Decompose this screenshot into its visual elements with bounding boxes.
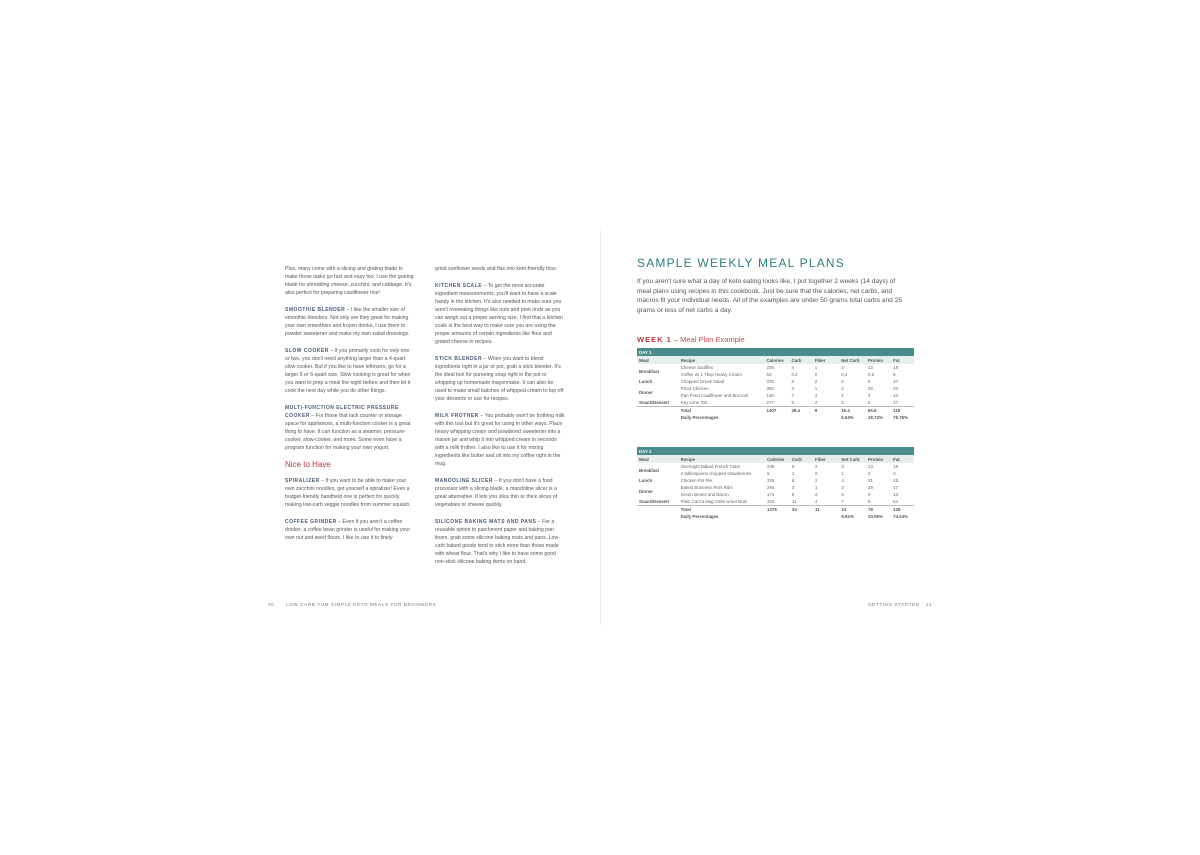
cell-meal: Breakfast — [639, 467, 660, 473]
week-heading: WEEK 1 – Meal Plan Example — [637, 335, 745, 344]
cell-protein: 29 — [868, 485, 873, 490]
table-row — [637, 378, 914, 385]
table-row — [637, 477, 914, 484]
subheading-nice-to-have: Nice to Have — [285, 460, 331, 469]
total-fat: 128 — [891, 506, 914, 514]
table-row — [637, 470, 914, 477]
column-header-row — [637, 455, 914, 463]
table-row — [637, 491, 914, 498]
column-header: Net Carb — [839, 455, 866, 463]
column-header: Calories — [765, 356, 790, 364]
cell-fat: 37 — [893, 379, 899, 384]
item-smoothie-blender: SMOOTHIE BLENDER – I like the smaller size of smoothie blenders. Not only are they great for making your own smoothies and frozen drinks, I use them to powder sweetener and make my own salad dressings. — [285, 307, 410, 337]
table-row — [637, 392, 914, 399]
meal-plan-table-day-2 — [637, 447, 914, 520]
cell-recipe: Overnight Baked French Toast — [680, 464, 740, 469]
total-net: 23 — [839, 506, 866, 514]
cell-net: 0.4 — [841, 372, 848, 377]
right-footer-page-number: 21 — [926, 602, 933, 607]
cell-cal: 6 — [767, 471, 770, 476]
cell-recipe: Chopped Greek Salad — [680, 379, 725, 384]
total-cal: 1376 — [765, 506, 790, 514]
day-header-row — [637, 348, 914, 356]
cell-protein: 0 — [868, 471, 871, 476]
cell-fat: 20 — [893, 386, 899, 391]
pct-label: Daily Percentages — [680, 514, 719, 519]
column-header: Carb — [789, 356, 812, 364]
cell-meal: Breakfast — [639, 368, 660, 374]
pct-net: 5.53% — [841, 415, 854, 420]
column-header: Meal — [637, 455, 679, 463]
cell-net: 2 — [841, 485, 844, 490]
cell-net: 7 — [841, 499, 844, 504]
item-silicone-baking: SILICONE BAKING MATS AND PANS – For a reusable option to parchment paper and baking pan liners, grab some silicone baking mats and pans. Low-carb baked goods tend to stick more than those made with wheat flour. That's why I like to have some good non-stick silicone baking items on hand. — [435, 519, 560, 565]
cell-fiber: 2 — [815, 492, 818, 497]
pct-fat: 74.04% — [893, 514, 909, 519]
right-footer-section: GETTING STARTED — [868, 602, 920, 607]
cell-net: 4 — [841, 393, 844, 398]
column-header: Fat — [891, 455, 914, 463]
total-net: 19.4 — [839, 407, 866, 415]
cell-fat: 18 — [893, 365, 899, 370]
column-header: Fiber — [813, 356, 840, 364]
cell-carb: 0.4 — [791, 372, 798, 377]
cell-meal: Snack/Dessert — [639, 400, 670, 405]
table-row — [637, 484, 914, 491]
cell-protein: 21 — [868, 478, 873, 483]
cell-carb: 6 — [791, 478, 795, 483]
item-coffee-grinder: COFFEE GRINDER – Even if you aren't a coffee drinker, a coffee bean grinder is useful for making your own nut and seed flours. I like to use it to finely — [285, 519, 411, 541]
cell-protein: 9 — [868, 499, 871, 504]
cell-net: 6 — [841, 379, 844, 384]
day-label: DAY 1 — [637, 348, 914, 356]
pct-protein: 18.72% — [867, 415, 883, 420]
pct-protein: 20.05% — [868, 514, 883, 519]
total-label: Total — [679, 506, 765, 514]
column-header: Carb — [790, 455, 813, 463]
cell-fiber: 3 — [814, 393, 818, 398]
cell-carb: 11 — [791, 499, 797, 504]
total-fiber: 11 — [813, 506, 839, 514]
cell-carb: 8 — [791, 379, 794, 384]
pct-fat: 75.75% — [893, 415, 909, 420]
cell-cal: 229 — [766, 365, 774, 370]
cell-fat: 10 — [893, 393, 899, 398]
cell-recipe: Pan Fried Cauliflower and Broccoli — [680, 393, 749, 398]
cell-fiber: 1 — [814, 386, 818, 391]
cell-protein: 6 — [867, 400, 871, 405]
column-header: Meal — [637, 356, 679, 364]
cell-carb: 4 — [791, 365, 794, 370]
total-row — [637, 407, 914, 415]
cell-recipe: Green Beans and Bacon — [680, 492, 729, 497]
cell-net: 4 — [841, 400, 844, 405]
cell-meal: Dinner — [639, 488, 653, 494]
total-cal: 1407 — [765, 407, 790, 415]
left-footer-page-number: 20 — [268, 602, 275, 607]
total-carb: 34 — [790, 506, 813, 514]
column-header: Fat — [891, 356, 914, 364]
cell-carb: 3 — [791, 386, 794, 391]
cell-carb: 3 — [791, 485, 795, 490]
cell-fiber: 0 — [815, 471, 818, 476]
table-row — [637, 399, 914, 407]
cell-meal: Lunch — [639, 478, 653, 483]
item-pressure-cooker: MULTI-FUNCTION ELECTRIC PRESSURE COOKER – For those that lack counter or storage space for appliances, a multi-function cooker is a great thing to have. It can function as a steamer, pressure-cooker, slow-cooker, and more. Some even have a program function for making your own yogurt. — [285, 405, 411, 451]
cell-protein: 0.6 — [867, 372, 875, 377]
left-column-2 — [435, 265, 565, 575]
cell-net: 6 — [841, 492, 844, 497]
paragraph: Plus, many come with a slicing and grating blade to make those tasks go fast and easy too. I use the grating blade for shredding cheese, zucchini, and cabbage. It's also perfect for preparing cauliflower rice! — [285, 266, 414, 296]
cell-fat: 27 — [893, 400, 899, 405]
cell-recipe: Key Lime Tart — [680, 400, 708, 405]
cell-fiber: 4 — [815, 499, 818, 504]
cell-net: 3 — [841, 464, 844, 469]
cell-cal: 53 — [766, 372, 772, 377]
cell-recipe: Chicken Pot Pie — [680, 478, 712, 483]
left-column-1 — [285, 265, 415, 551]
cell-protein: 3 — [867, 393, 871, 398]
cell-cal: 294 — [767, 485, 775, 490]
day-header-row — [637, 447, 914, 455]
total-protein: 65.6 — [866, 407, 891, 415]
cell-protein: 13 — [867, 365, 873, 370]
cell-carb: 8 — [791, 492, 795, 497]
cell-cal: 375 — [766, 379, 774, 384]
cell-fat: 13 — [893, 492, 899, 497]
cell-fiber: 1 — [814, 365, 818, 370]
daily-percentages-row — [637, 414, 914, 421]
table-row — [637, 498, 914, 506]
total-carb: 28.4 — [789, 407, 812, 415]
table-row — [637, 385, 914, 392]
cell-cal: 120 — [766, 393, 774, 398]
total-fat: 118 — [891, 407, 914, 415]
cell-net: 4 — [841, 478, 844, 483]
cell-fiber: 2 — [815, 478, 818, 483]
cell-fiber: 0 — [814, 372, 818, 377]
total-row — [637, 506, 914, 514]
daily-percentages-row — [637, 513, 914, 520]
cell-fat: 25 — [893, 478, 899, 483]
item-milk-frother: MILK FROTHER – You probably won't be frothing milk with this tool but it's great for using in other ways. Place heavy whipping cream and powdered sweetener into a mason jar and whip it into whipped cream in seconds with a milk frother. I also like to use it for mixing ingredients like butter and oil into my coffee right in the mug. — [435, 413, 565, 467]
cell-recipe: Cheese Soufflés — [680, 365, 713, 370]
cell-fiber: 1 — [815, 485, 818, 490]
cell-carb: 5 — [791, 464, 795, 469]
column-header: Protein — [866, 356, 891, 364]
cell-net: 1 — [841, 471, 844, 476]
cell-fiber: 2 — [814, 400, 818, 405]
item-slow-cooker: SLOW COOKER – If you primarily cook for only one or two, you don't need anything larger than a 4-quart slow cooker. But if you like to have leftovers, go for a larger 5 or 6-quart size. Slow cooking is great for when you want to prep a meal the night before and then let it cook the next day while you do other things. — [285, 348, 411, 394]
column-header: Protein — [866, 455, 891, 463]
cell-recipe: Pizza Chicken — [680, 386, 709, 391]
cell-fat: 0 — [893, 471, 896, 476]
cell-cal: 172 — [767, 492, 775, 497]
cell-carb: 7 — [791, 393, 794, 398]
cell-protein: 38 — [867, 386, 873, 391]
item-kitchen-scale: KITCHEN SCALE – To get the most accurate ingredient measurements, you'll want to have a scale handy in the kitchen. It's also needed to make sure you aren't overeating things like nuts and pork rinds as you can weigh out a proper serving size. I find that a kitchen scale is the best way to make sure you are using the proper amounts of certain ingredients like flour and grated cheese in recipes. — [435, 283, 564, 345]
cell-meal: Lunch — [639, 379, 653, 384]
cell-meal: Snack/Dessert — [639, 499, 670, 504]
cell-cal: 277 — [766, 400, 774, 405]
cell-recipe: Baked Boneless Pork Ribs — [680, 485, 733, 490]
intro-paragraph: If you aren't sure what a day of keto eating looks like, I put together 2 weeks (14 days) of meal plans using recipes in this cookbook. Just be sure that the calories, net carbs, and macros fit your individual needs. All of the examples are under 50 grams total carbs and 25 grams or less of net carbs a day. — [637, 278, 902, 315]
total-label: Total — [679, 407, 765, 415]
cell-cal: 353 — [766, 386, 774, 391]
cell-carb: 1 — [791, 471, 795, 476]
cell-protein: 6 — [868, 492, 871, 497]
cell-cal: 334 — [767, 499, 775, 504]
meal-plan-table-day-1 — [637, 348, 914, 421]
column-header: Recipe — [679, 356, 765, 364]
cell-meal: Dinner — [639, 389, 653, 395]
cell-fat: 19 — [893, 464, 899, 469]
item-mandoline-slicer: MANDOLINE SLICER – If you don't have a food processor with a slicing blade, a mandoline slicer is a great alternative. It lets you slice thin or thick slices of vegetables or cheese quickly. — [435, 478, 558, 508]
day-label: DAY 2 — [637, 447, 914, 455]
cell-recipe: 2 tablespoons chopped strawberries — [680, 471, 752, 476]
table-row — [637, 371, 914, 378]
cell-fiber: 2 — [815, 464, 818, 469]
cell-fat: 6 — [893, 372, 896, 377]
column-header: Net Carb — [839, 356, 866, 364]
column-header: Fiber — [813, 455, 839, 463]
cell-fiber: 2 — [814, 379, 818, 384]
cell-protein: 13 — [868, 464, 873, 469]
table-row — [637, 463, 914, 470]
left-footer-book-title: LOW CARB YUM SIMPLE KETO MEALS FOR BEGINNERS — [286, 602, 437, 607]
table-row — [637, 364, 914, 371]
cell-recipe: Plain Carrot Mug Cake w/out Nuts — [680, 499, 748, 504]
column-header: Calories — [765, 455, 790, 463]
cell-cal: 325 — [767, 478, 775, 483]
column-header: Recipe — [679, 455, 765, 463]
cell-net: 2 — [841, 386, 844, 391]
pct-net: 5.91% — [841, 514, 854, 519]
cell-cal: 245 — [767, 464, 775, 469]
page-gutter — [600, 230, 601, 625]
total-fiber: 9 — [813, 407, 840, 415]
item-spiralizer: SPIRALIZER – If you want to be able to make your own zucchini noodles, get yourself a spiralizer! Even a budget-friendly handheld one is perfect for quickly making low-carb veggie noodles from summer squash. — [285, 478, 411, 508]
page-title: SAMPLE WEEKLY MEAL PLANS — [637, 256, 845, 270]
item-stick-blender: STICK BLENDER – When you want to blend ingredients right in a jar or pot, grab a stick blender. It's the ideal tool for pureeing soup right in the pot or whipping up homemade mayonnaise. It can also be used to make small batches of whipped cream to top off your desserts or use for recipes. — [435, 356, 564, 402]
column-header-row — [637, 356, 914, 364]
cell-fat: 17 — [893, 485, 899, 490]
cell-fat: 54 — [893, 499, 899, 504]
cell-net: 3 — [841, 365, 844, 370]
cell-recipe: Coffee w/ 1 Tbsp Heavy Cream — [680, 372, 742, 377]
pct-label: Daily Percentages — [680, 415, 719, 420]
total-protein: 78 — [866, 506, 891, 514]
cell-carb: 6 — [791, 400, 794, 405]
paragraph: grind sunflower seeds and flax into keto-friendly flour. — [435, 266, 558, 272]
cell-protein: 5 — [867, 379, 871, 384]
